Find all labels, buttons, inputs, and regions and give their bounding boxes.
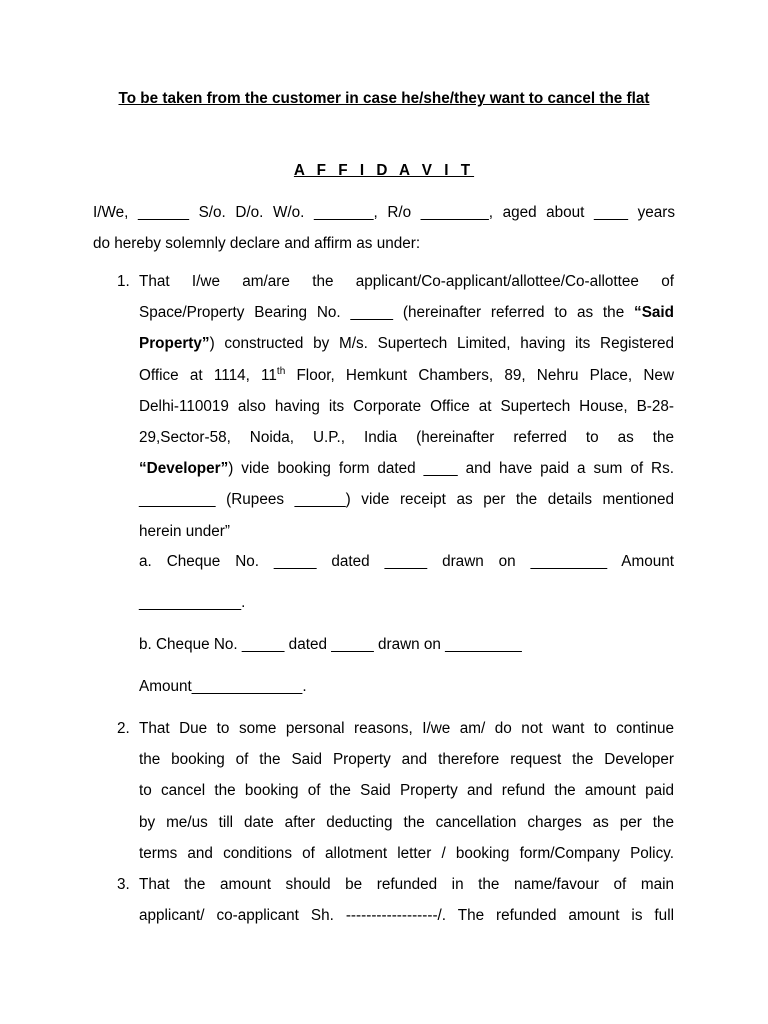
clause-1-line-9: herein under”	[139, 522, 230, 540]
clause-1-line-6: 29,Sector-58, Noida, U.P., India (hereinafter referred to as the	[139, 429, 674, 447]
intro-line-2: do hereby solemnly declare and affirm as under:	[93, 235, 421, 252]
clause-1-line-3	[139, 328, 674, 359]
clause-1	[117, 266, 674, 547]
said-property-term-end: Property”	[139, 335, 210, 353]
clause-2-line-3: to cancel the booking of the Said Property and refund the amount paid	[139, 782, 674, 800]
clause-2-line-4: by me/us till date after deducting the cancellation charges as per the	[139, 813, 674, 831]
cheque-b-line-2: Amount_____________.	[139, 678, 307, 695]
clause-1-line-2	[139, 297, 674, 328]
cheque-a-line-2: ____________.	[139, 594, 246, 611]
intro-line-1: I/We, ______ S/o. D/o. W/o. _______, R/o ________, aged about ____ years	[93, 204, 675, 221]
clause-1-line-4-text: Office at 1114, 11	[139, 366, 277, 384]
said-property-term: “Said	[634, 304, 674, 322]
clause-3	[117, 869, 674, 931]
clause-1-line-4-rest: Floor, Hemkunt Chambers, 89, Nehru Place, New	[285, 366, 674, 384]
document-title: A F F I D A V I T	[293, 162, 475, 179]
cheque-a	[139, 546, 674, 618]
cheque-b	[139, 629, 674, 702]
clause-1-line-4	[139, 360, 674, 391]
clause-2-line-5: terms and conditions of allotment letter / booking form/Company Policy.	[139, 844, 674, 862]
clause-3-line-2: applicant/ co-applicant Sh. ------------------/. The refunded amount is full	[139, 907, 674, 925]
clause-1-line-3-text: ) constructed by M/s. Supertech Limited, having its Registered	[209, 335, 674, 353]
subheading: To be taken from the customer in case he/she/they want to cancel the flat	[118, 90, 650, 107]
clause-2	[117, 713, 674, 869]
cheque-b-line-1: b. Cheque No. _____ dated _____ drawn on _________	[139, 636, 522, 653]
cheque-a-line-1: a. Cheque No. _____ dated _____ drawn on _________ Amount	[139, 553, 674, 570]
clause-1-line-1: That I/we am/are the applicant/Co-applicant/allottee/Co-allottee of	[139, 273, 674, 290]
clause-2-line-2: the booking of the Said Property and therefore request the Developer	[139, 751, 674, 769]
clause-1-line-5: Delhi-110019 also having its Corporate Office at Supertech House, B-28-	[139, 397, 674, 415]
clause-2-line-1: That Due to some personal reasons, I/we am/ do not want to continue	[139, 720, 674, 737]
intro-paragraph	[93, 197, 675, 259]
clause-1-number: 1.	[117, 273, 130, 290]
floor-ordinal: th	[276, 365, 286, 377]
clause-1-line-8: _________ (Rupees ______) vide receipt as per the details mentioned	[139, 491, 674, 509]
developer-term: “Developer”	[139, 460, 229, 478]
clause-3-number: 3.	[117, 876, 130, 893]
clause-2-number: 2.	[117, 720, 130, 737]
clause-1-line-7-text: ) vide booking form dated ____ and have paid a sum of Rs.	[228, 460, 674, 478]
clause-1-line-7	[139, 453, 674, 484]
clause-3-line-1: That the amount should be refunded in the name/favour of main	[139, 876, 674, 893]
clause-1-line-2-text: Space/Property Bearing No. _____ (hereinafter referred to as the	[139, 304, 635, 322]
